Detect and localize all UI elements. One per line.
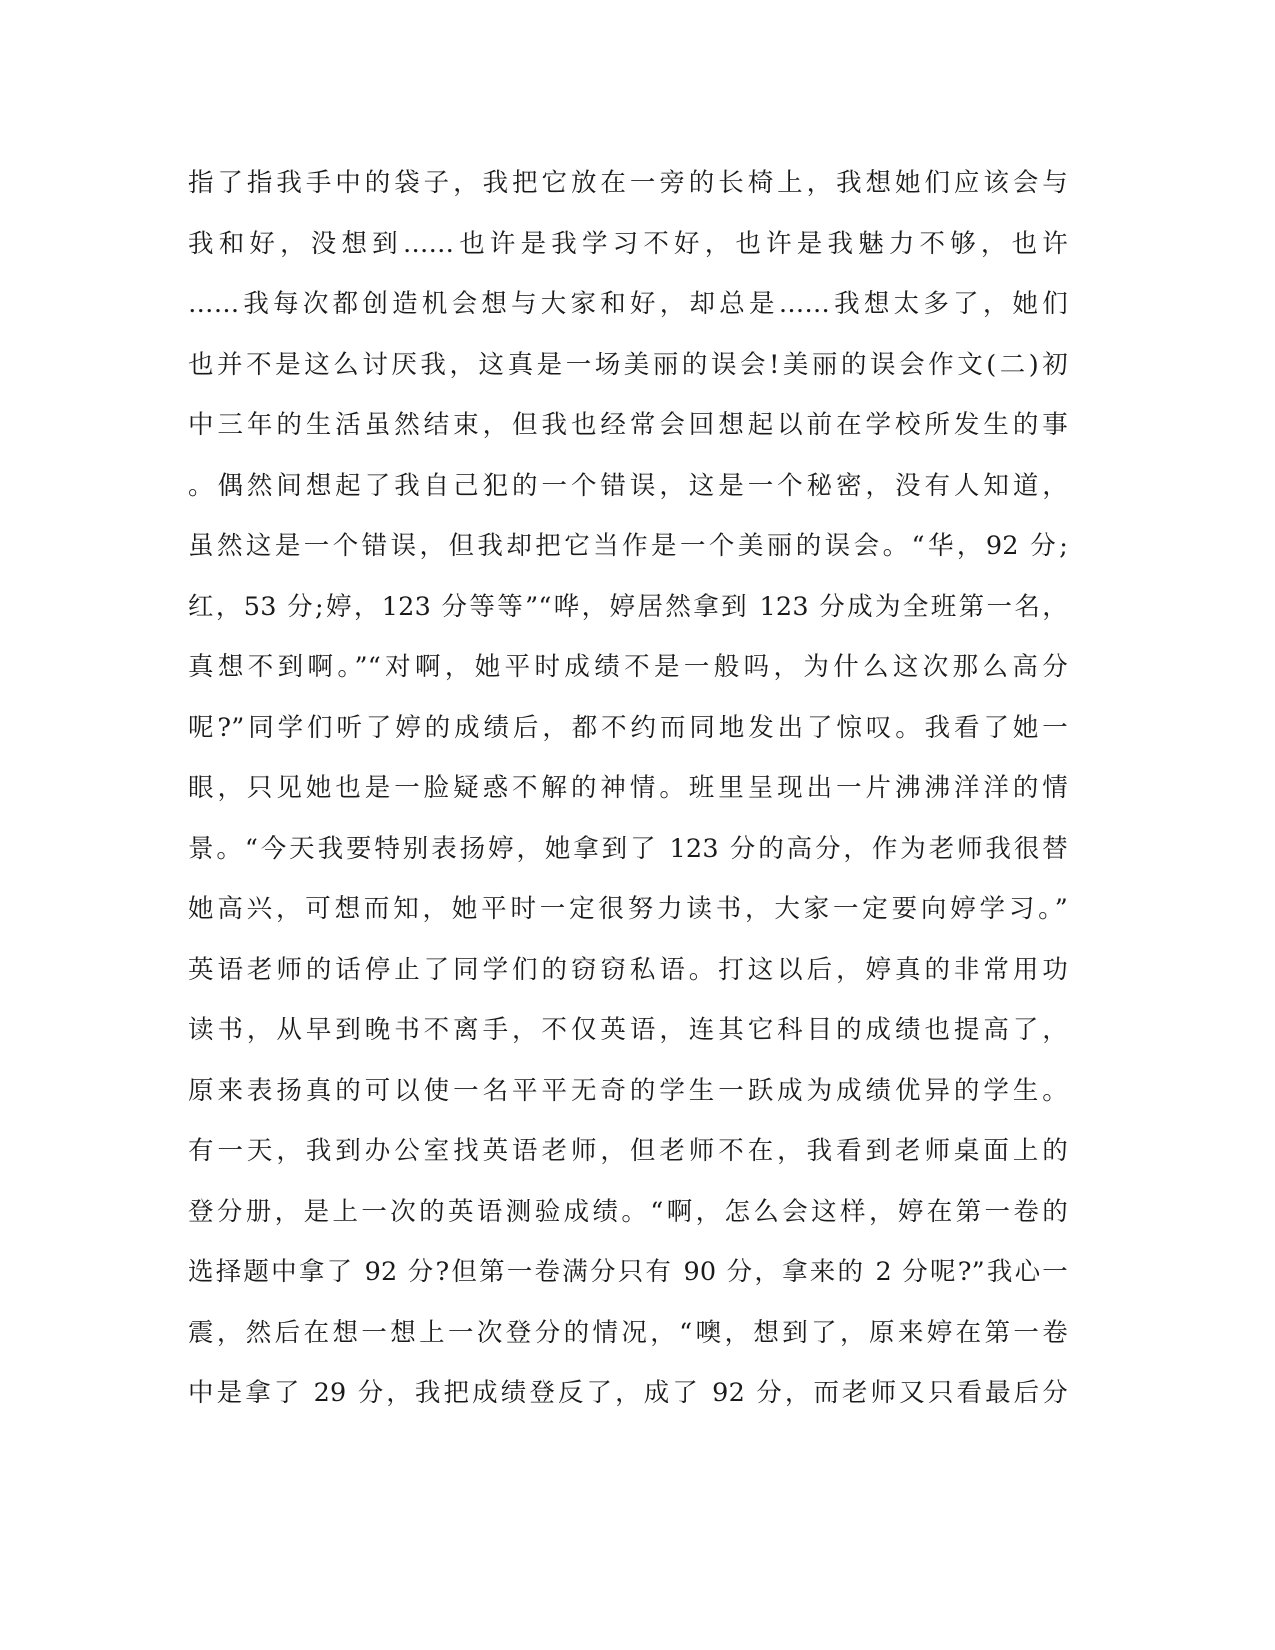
essay-body [188, 164, 1068, 1435]
text-line: 震，然后在想一想上一次登分的情况，“噢，想到了，原来婷在第一卷 [188, 1317, 1068, 1348]
text-line: 景。“今天我要特别表扬婷，她拿到了 123 分的高分，作为老师我很替 [188, 833, 1068, 864]
text-line: 。偶然间想起了我自己犯的一个错误，这是一个秘密，没有人知道， [188, 470, 1068, 501]
text-line: 中三年的生活虽然结束，但我也经常会回想起以前在学校所发生的事 [188, 410, 1068, 440]
text-line: 也并不是这么讨厌我，这真是一场美丽的误会!美丽的误会作文(二)初 [188, 349, 1068, 380]
text-line: 中是拿了 29 分，我把成绩登反了，成了 92 分，而老师又只看最后分 [188, 1378, 1068, 1408]
text-line: 呢?”同学们听了婷的成绩后，都不约而同地发出了惊叹。我看了她一 [188, 712, 1068, 743]
text-line: 读书，从早到晚书不离手，不仅英语，连其它科目的成绩也提高了， [188, 1015, 1068, 1045]
text-line: 我和好，没想到……也许是我学习不好，也许是我魅力不够，也许 [188, 228, 1068, 259]
text-line: 真想不到啊。”“对啊，她平时成绩不是一般吗，为什么这次那么高分 [188, 652, 1068, 682]
text-line: 英语老师的话停止了同学们的窃窃私语。打这以后，婷真的非常用功 [188, 954, 1068, 985]
text-line: 选择题中拿了 92 分?但第一卷满分只有 90 分，拿来的 2 分呢?”我心一 [188, 1257, 1068, 1287]
text-line: 原来表扬真的可以使一名平平无奇的学生一跃成为成绩优异的学生。 [188, 1075, 1068, 1106]
text-line: 登分册，是上一次的英语测验成绩。“啊，怎么会这样，婷在第一卷的 [188, 1196, 1068, 1227]
text-line: 红，53 分;婷，123 分等等”“哗，婷居然拿到 123 分成为全班第一名， [188, 591, 1068, 622]
text-line: 她高兴，可想而知，她平时一定很努力读书，大家一定要向婷学习。” [188, 894, 1068, 924]
text-line: 有一天，我到办公室找英语老师，但老师不在，我看到老师桌面上的 [188, 1136, 1068, 1166]
text-line: ……我每次都创造机会想与大家和好，却总是……我想太多了，她们 [188, 289, 1068, 319]
text-line: 虽然这是一个错误，但我却把它当作是一个美丽的误会。“华，92 分; [188, 531, 1068, 561]
text-line: 眼，只见她也是一脸疑惑不解的神情。班里呈现出一片沸沸洋洋的情 [188, 773, 1068, 803]
text-line: 指了指我手中的袋子，我把它放在一旁的长椅上，我想她们应该会与 [188, 168, 1068, 198]
